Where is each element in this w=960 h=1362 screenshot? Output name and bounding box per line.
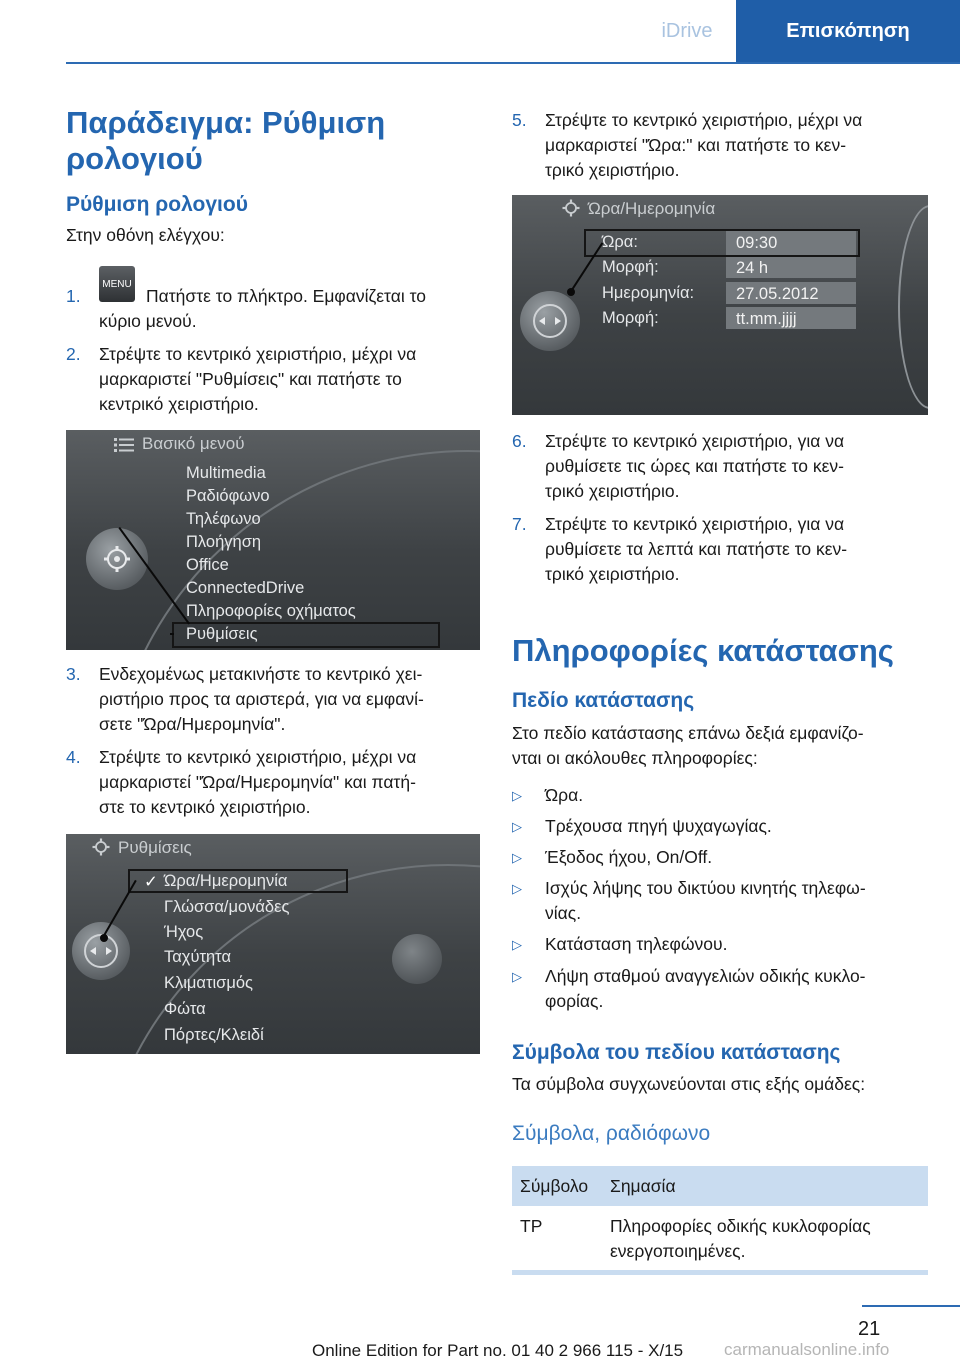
table-header bbox=[512, 1166, 928, 1206]
online-edition: Online Edition for Part no. 01 40 2 966 115 - X/15 bbox=[312, 1341, 684, 1360]
step-text-line: ρυθμίσετε τα λεπτά και πατήστε το κεν‐ bbox=[545, 539, 848, 559]
page-title-line1: Παράδειγμα: Ρύθμιση bbox=[66, 105, 386, 140]
menu-item-navigation[interactable]: Πλοήγηση bbox=[186, 533, 262, 551]
menu-item-doors-key[interactable]: Πόρτες/Κλειδί bbox=[164, 1026, 264, 1044]
screen-title-text: Βασικό μενού bbox=[142, 434, 245, 453]
table-cell-meaning: Πληροφορίες οδικής κυκλοφορίας bbox=[610, 1216, 871, 1236]
menu-item-settings[interactable]: Ρυθμίσεις bbox=[186, 625, 258, 643]
callout-dot bbox=[100, 934, 108, 942]
menu-item-sound[interactable]: Ήχος bbox=[164, 923, 204, 941]
step-text-line: μαρκαριστεί "Ώρα:" και πατήστε το κεν‐ bbox=[545, 135, 847, 155]
bullet-text: Κατάσταση τηλεφώνου. bbox=[545, 934, 728, 954]
field-date-format[interactable]: tt.mm.jjjj bbox=[726, 307, 856, 329]
menu-item-language-units[interactable]: Γλώσσα/μονάδες bbox=[164, 898, 290, 916]
step-text-line: Στρέψτε το κεντρικό χειριστήριο, για να bbox=[545, 514, 845, 534]
radio-symbols-title: Σύμβολα, ραδιόφωνο bbox=[512, 1122, 711, 1145]
step-text-line: σετε "Ώρα/Ημερομηνία". bbox=[99, 714, 286, 734]
header-section-label: iDrive bbox=[661, 19, 713, 42]
step-text-line: Στρέψτε το κεντρικό χειριστήριο, για να bbox=[545, 431, 845, 451]
step-text-line: τρικό χειριστήριο. bbox=[545, 160, 680, 180]
bullet-item bbox=[512, 845, 932, 870]
row-label-format: Μορφή: bbox=[602, 258, 659, 276]
menu-item-office[interactable]: Office bbox=[186, 556, 229, 574]
symbols-intro: Τα σύμβολα συγχωνεύονται στις εξής ομάδες: bbox=[512, 1074, 866, 1094]
bullet-text: Ώρα. bbox=[545, 785, 584, 805]
step-number: 7. bbox=[512, 514, 527, 534]
screen-time-date bbox=[512, 195, 928, 415]
check-icon: ✓ bbox=[144, 873, 158, 891]
step-text-line: κεντρικό χειριστήριο. bbox=[99, 394, 259, 414]
selection-frame bbox=[172, 622, 440, 648]
bullet-item bbox=[512, 783, 932, 808]
bullet-arrow-icon: ▷ bbox=[512, 788, 522, 803]
gear-icon bbox=[562, 199, 580, 217]
menu-item-lights[interactable]: Φώτα bbox=[164, 1000, 206, 1018]
step-3 bbox=[66, 662, 486, 737]
step-4 bbox=[66, 745, 486, 820]
section-title: Πληροφορίες κατάστασης bbox=[512, 633, 894, 668]
intro-text: Στην οθόνη ελέγχου: bbox=[66, 225, 225, 245]
bullet-arrow-icon: ▷ bbox=[512, 819, 522, 834]
step-number: 3. bbox=[66, 664, 81, 684]
step-number: 2. bbox=[66, 344, 81, 364]
bullet-text: Τρέχουσα πηγή ψυχαγωγίας. bbox=[545, 816, 772, 836]
step-text-line: τρικό χειριστήριο. bbox=[545, 564, 680, 584]
menu-item-connecteddrive[interactable]: ConnectedDrive bbox=[186, 579, 305, 597]
header-tab: Επισκόπηση bbox=[736, 0, 960, 62]
step-text-line: Στρέψτε το κεντρικό χειριστήριο, μέχρι να bbox=[99, 344, 417, 364]
screen-arc-right bbox=[898, 205, 928, 409]
screen-title bbox=[92, 838, 192, 858]
row-label-date: Ημερομηνία: bbox=[602, 284, 695, 302]
page-title-line2: ρολογιού bbox=[66, 141, 203, 176]
screen-title-text: Ώρα/Ημερομηνία bbox=[588, 199, 716, 218]
table-header-symbol: Σύμβολο bbox=[520, 1176, 589, 1196]
menu-item-speed[interactable]: Ταχύτητα bbox=[164, 948, 232, 966]
menu-item-radio[interactable]: Ραδιόφωνο bbox=[186, 487, 270, 505]
step-text-line: μαρκαριστεί "Ρυθμίσεις" και πατήστε το bbox=[99, 369, 402, 389]
footer-rule bbox=[862, 1305, 960, 1307]
menu-item-phone[interactable]: Τηλέφωνο bbox=[186, 510, 261, 528]
status-intro-line1: Στο πεδίο κατάστασης επάνω δεξιά εμφανίζο‐ bbox=[512, 723, 864, 743]
callout-line bbox=[170, 633, 174, 635]
bullet-text: Λήψη σταθμού αναγγελιών οδικής κυκλο‐ bbox=[545, 966, 866, 986]
bullet-text: Ισχύς λήψης του δικτύου κινητής τηλεφω‐ bbox=[545, 878, 866, 898]
row-label-date-format: Μορφή: bbox=[602, 309, 659, 327]
gear-icon bbox=[86, 528, 148, 590]
step-text-line: στε το κεντρικό χειριστήριο. bbox=[99, 797, 311, 817]
controller-knob bbox=[72, 922, 130, 980]
table-bottom-rule bbox=[512, 1270, 928, 1275]
table-header-meaning: Σημασία bbox=[610, 1176, 676, 1196]
menu-item-vehicle-info[interactable]: Πληροφορίες οχήματος bbox=[186, 602, 356, 620]
step-7 bbox=[512, 512, 932, 587]
step-number: 5. bbox=[512, 110, 527, 130]
symbols-title: Σύμβολα του πεδίου κατάστασης bbox=[512, 1041, 841, 1064]
screen-settings bbox=[66, 834, 480, 1054]
status-field-title: Πεδίο κατάστασης bbox=[512, 689, 695, 712]
secondary-knob bbox=[392, 934, 442, 984]
field-time[interactable]: 09:30 bbox=[726, 231, 856, 255]
left-right-arrows-icon bbox=[520, 291, 580, 351]
bullet-item bbox=[512, 814, 932, 839]
bullet-item bbox=[512, 964, 932, 1014]
step-5 bbox=[512, 108, 932, 183]
step-number: 1. bbox=[66, 286, 81, 306]
bullet-text: νίας. bbox=[545, 903, 582, 923]
callout-dot bbox=[567, 288, 575, 296]
selection-frame bbox=[128, 869, 348, 893]
step-number: 6. bbox=[512, 431, 527, 451]
status-intro-line2: νται οι ακόλουθες πληροφορίες: bbox=[512, 748, 758, 768]
page-number: 21 bbox=[858, 1318, 881, 1340]
screen-title-text: Ρυθμίσεις bbox=[118, 838, 192, 857]
step-6 bbox=[512, 429, 932, 504]
bullet-arrow-icon: ▷ bbox=[512, 850, 522, 865]
screen-title bbox=[114, 434, 245, 454]
controller-knob bbox=[86, 528, 148, 590]
step-1 bbox=[66, 278, 486, 334]
step-number: 4. bbox=[66, 747, 81, 767]
list-icon bbox=[114, 438, 134, 452]
step-text-line: Στρέψτε το κεντρικό χειριστήριο, μέχρι να bbox=[545, 110, 863, 130]
step-text-line: κύριο μενού. bbox=[99, 311, 197, 331]
table-cell-meaning: ενεργοποιημένες. bbox=[610, 1241, 746, 1261]
step-text-line: Πατήστε το πλήκτρο. Εμφανίζεται το bbox=[146, 286, 426, 306]
field-time-format[interactable]: 24 h bbox=[726, 256, 856, 278]
menu-item-multimedia[interactable]: Multimedia bbox=[186, 464, 266, 482]
step-text-line: Ενδεχομένως μετακινήστε το κεντρικό χει‐ bbox=[99, 664, 423, 684]
bullet-arrow-icon: ▷ bbox=[512, 881, 522, 896]
row-label-time: Ώρα: bbox=[602, 233, 638, 251]
step-2 bbox=[66, 342, 486, 417]
step-text-line: ρυθμίσετε τις ώρες και πατήστε το κεν‐ bbox=[545, 456, 844, 476]
step-text-line: Στρέψτε το κεντρικό χειριστήριο, μέχρι να bbox=[99, 747, 417, 767]
gear-icon bbox=[92, 838, 110, 856]
screen-main-menu bbox=[66, 430, 480, 650]
bullet-text: Έξοδος ήχου, On/Off. bbox=[545, 847, 713, 867]
step-text-line: τρικό χειριστήριο. bbox=[545, 481, 680, 501]
controller-knob bbox=[520, 291, 580, 351]
header-rule bbox=[66, 62, 960, 64]
left-right-arrows-icon bbox=[72, 922, 130, 980]
bullet-text: φορίας. bbox=[545, 991, 604, 1011]
watermark: carmanualsonline.info bbox=[724, 1340, 890, 1359]
table-cell-symbol: TP bbox=[520, 1216, 543, 1236]
bullet-arrow-icon: ▷ bbox=[512, 937, 522, 952]
bullet-item bbox=[512, 876, 932, 926]
step-text-line: μαρκαριστεί "Ώρα/Ημερομηνία" και πατή‐ bbox=[99, 772, 416, 792]
menu-item-climate[interactable]: Κλιματισμός bbox=[164, 974, 253, 992]
selection-frame bbox=[584, 229, 860, 257]
step-text-line: ριστήριο προς τα αριστερά, για να εμφανί‐ bbox=[99, 689, 424, 709]
subtitle: Ρύθμιση ρολογιού bbox=[66, 193, 248, 216]
bullet-arrow-icon: ▷ bbox=[512, 969, 522, 984]
menu-item-time-date[interactable]: Ώρα/Ημερομηνία bbox=[164, 872, 288, 890]
menu-key-icon: MENU bbox=[99, 266, 135, 302]
screen-title bbox=[562, 199, 715, 219]
bullet-item bbox=[512, 932, 932, 957]
field-date[interactable]: 27.05.2012 bbox=[726, 282, 856, 304]
